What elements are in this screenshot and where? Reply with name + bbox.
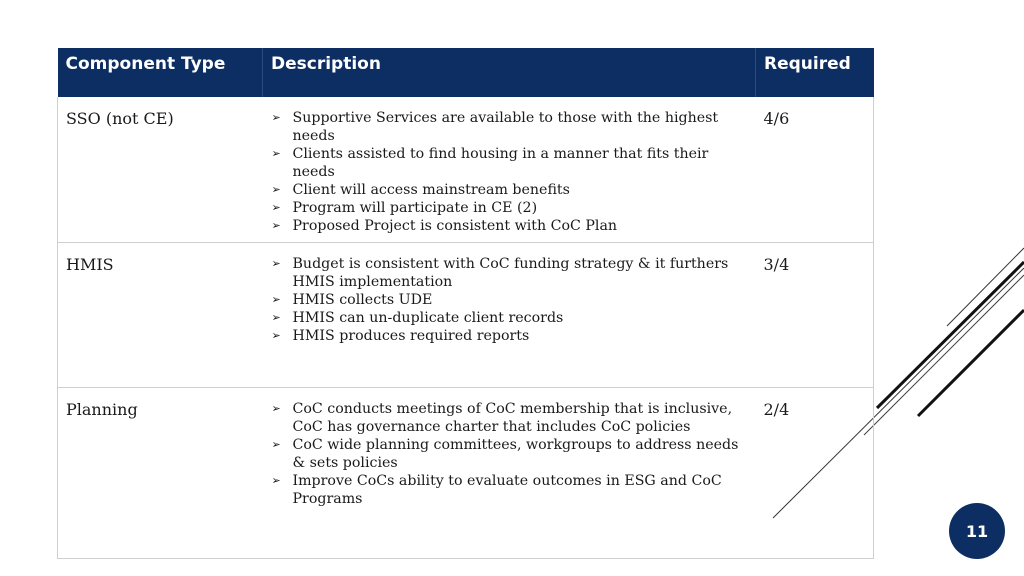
required-cell [756,97,874,242]
arrow-bullet-icon: ➢ [271,201,281,214]
bullet-text: HMIS can un-duplicate client records [292,309,564,326]
description-cell [263,97,756,242]
list-item [271,309,748,327]
arrow-bullet-icon: ➢ [271,473,281,487]
components-table [57,48,874,559]
list-item [271,400,748,436]
description-cell [263,387,756,558]
component-cell [58,387,263,558]
arrow-bullet-icon: ➢ [271,401,281,415]
arrow-bullet-icon: ➢ [271,219,281,232]
list-item [271,181,748,199]
arrow-bullet-icon: ➢ [271,147,281,160]
component-type: HMIS [66,254,114,274]
required-cell [756,242,874,387]
arrow-bullet-icon: ➢ [271,310,281,324]
table-row [58,387,874,558]
arrow-bullet-icon: ➢ [271,111,281,124]
arrow-bullet-icon: ➢ [271,437,281,451]
list-item [271,255,748,291]
table-row [58,97,874,242]
deco-line-thick-1 [877,262,1024,408]
bullet-text: HMIS collects UDE [292,291,433,308]
table-row [58,242,874,387]
bullet-text: Clients assisted to find housing in a manner that fits their needs [292,146,709,180]
bullet-text: Program will participate in CE (2) [292,200,538,216]
header-description: Description [263,48,756,97]
page-number-badge [949,503,1005,559]
list-item [271,472,748,508]
component-cell [58,242,263,387]
arrow-bullet-icon: ➢ [271,256,281,270]
component-type: Planning [66,399,138,419]
list-item [271,109,748,145]
list-item [271,436,748,472]
description-list [271,255,748,345]
header-required: Required [756,48,874,97]
arrow-bullet-icon: ➢ [271,328,281,342]
bullet-text: Supportive Services are available to those with the highest needs [292,110,719,144]
arrow-bullet-icon: ➢ [271,183,281,196]
required-cell [756,387,874,558]
bullet-text: Budget is consistent with CoC funding strategy & it furthers HMIS implementation [292,255,729,290]
required-value: 3/4 [763,254,790,274]
description-cell [263,242,756,387]
table-header-row [58,48,874,97]
page-number: 11 [965,521,989,541]
bullet-text: Proposed Project is consistent with CoC Plan [292,218,618,234]
description-list [271,109,748,235]
list-item [271,327,748,345]
header-component-type: Component Type [58,48,263,97]
description-list [271,400,748,508]
component-type: SSO (not CE) [66,109,174,128]
bullet-text: Improve CoCs ability to evaluate outcomes in ESG and CoC Programs [292,472,722,507]
component-cell [58,97,263,242]
bullet-text: CoC wide planning committees, workgroups to address needs & sets policies [292,436,739,471]
required-value: 2/4 [763,399,790,419]
deco-line-thin-mid [864,275,1024,435]
list-item [271,145,748,181]
bullet-text: CoC conducts meetings of CoC membership that is inclusive, CoC has governance charter that includes CoC policies [292,400,733,435]
required-value: 4/6 [763,109,790,128]
bullet-text: Client will access mainstream benefits [292,182,570,198]
list-item [271,217,748,235]
arrow-bullet-icon: ➢ [271,292,281,306]
list-item [271,199,748,217]
bullet-text: HMIS produces required reports [292,327,530,344]
deco-line-thick-2 [918,310,1024,416]
list-item [271,291,748,309]
